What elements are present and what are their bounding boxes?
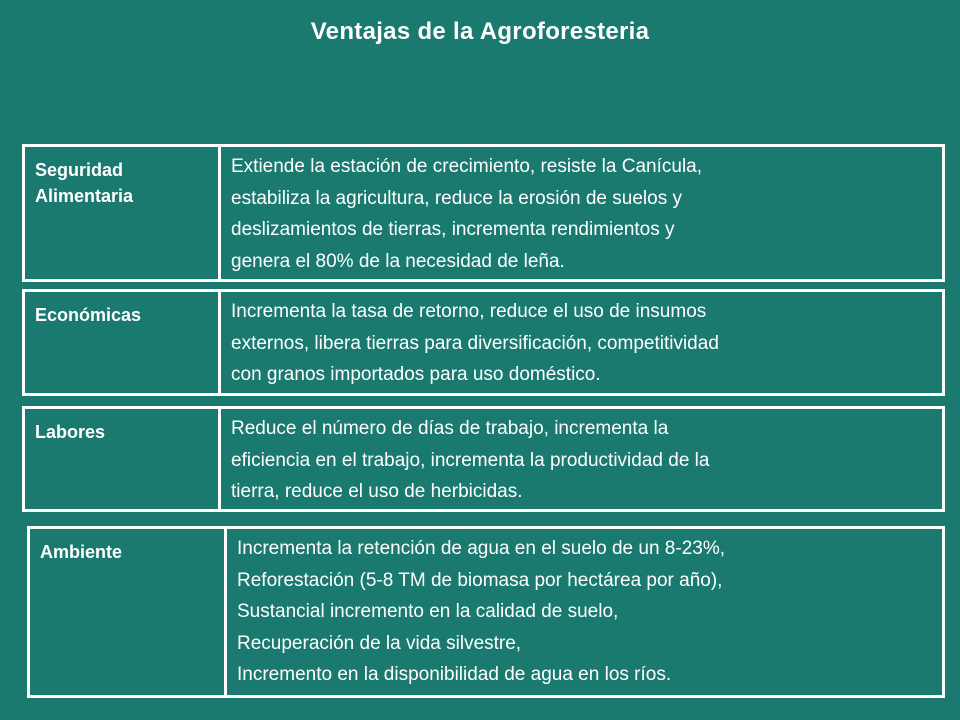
row-description — [221, 409, 942, 509]
description-line: Extiende la estación de crecimiento, resiste la Canícula, — [231, 156, 703, 177]
advantage-row-ambiente — [27, 526, 945, 698]
row-label — [30, 529, 224, 695]
description-line: Incremento en la disponibilidad de agua en los ríos. — [237, 664, 672, 685]
row-description — [221, 147, 942, 279]
description-line: genera el 80% de la necesidad de leña. — [231, 250, 565, 272]
advantage-row-economicas — [22, 289, 945, 396]
row-label — [25, 147, 218, 279]
row-description — [221, 292, 942, 393]
description-line: tierra, reduce el uso de herbicidas. — [231, 481, 523, 502]
row-label-line: Económicas — [35, 305, 142, 325]
row-label-line: Ambiente — [40, 542, 123, 562]
advantage-row-labores — [22, 406, 945, 512]
description-line: Incrementa la retención de agua en el suelo de un 8-23%, — [237, 538, 725, 559]
advantage-row-seguridad-alimentaria — [22, 144, 945, 282]
row-label-line: Alimentaria — [35, 186, 134, 206]
slide-title: Ventajas de la Agroforesteria — [310, 18, 650, 45]
description-line: deslizamientos de tierras, incrementa rendimientos y — [231, 219, 675, 240]
row-label-line: Labores — [35, 422, 106, 442]
description-line: con granos importados para uso doméstico. — [231, 364, 601, 385]
row-label — [25, 292, 218, 393]
description-line: eficiencia en el trabajo, incrementa la productividad de la — [231, 449, 710, 471]
description-line: Incrementa la tasa de retorno, reduce el uso de insumos — [231, 301, 707, 322]
description-line: estabiliza la agricultura, reduce la erosión de suelos y — [231, 187, 682, 209]
description-line: Reforestación (5-8 TM de biomasa por hectárea por año), — [237, 569, 723, 591]
description-line: Sustancial incremento en la calidad de suelo, — [237, 601, 619, 622]
row-description — [227, 529, 942, 695]
description-line: Reduce el número de días de trabajo, incrementa la — [231, 418, 669, 439]
row-label-line: Seguridad — [35, 160, 124, 180]
description-line: Recuperación de la vida silvestre, — [237, 632, 522, 654]
row-label — [25, 409, 218, 509]
description-line: externos, libera tierras para diversificación, competitividad — [231, 332, 719, 354]
